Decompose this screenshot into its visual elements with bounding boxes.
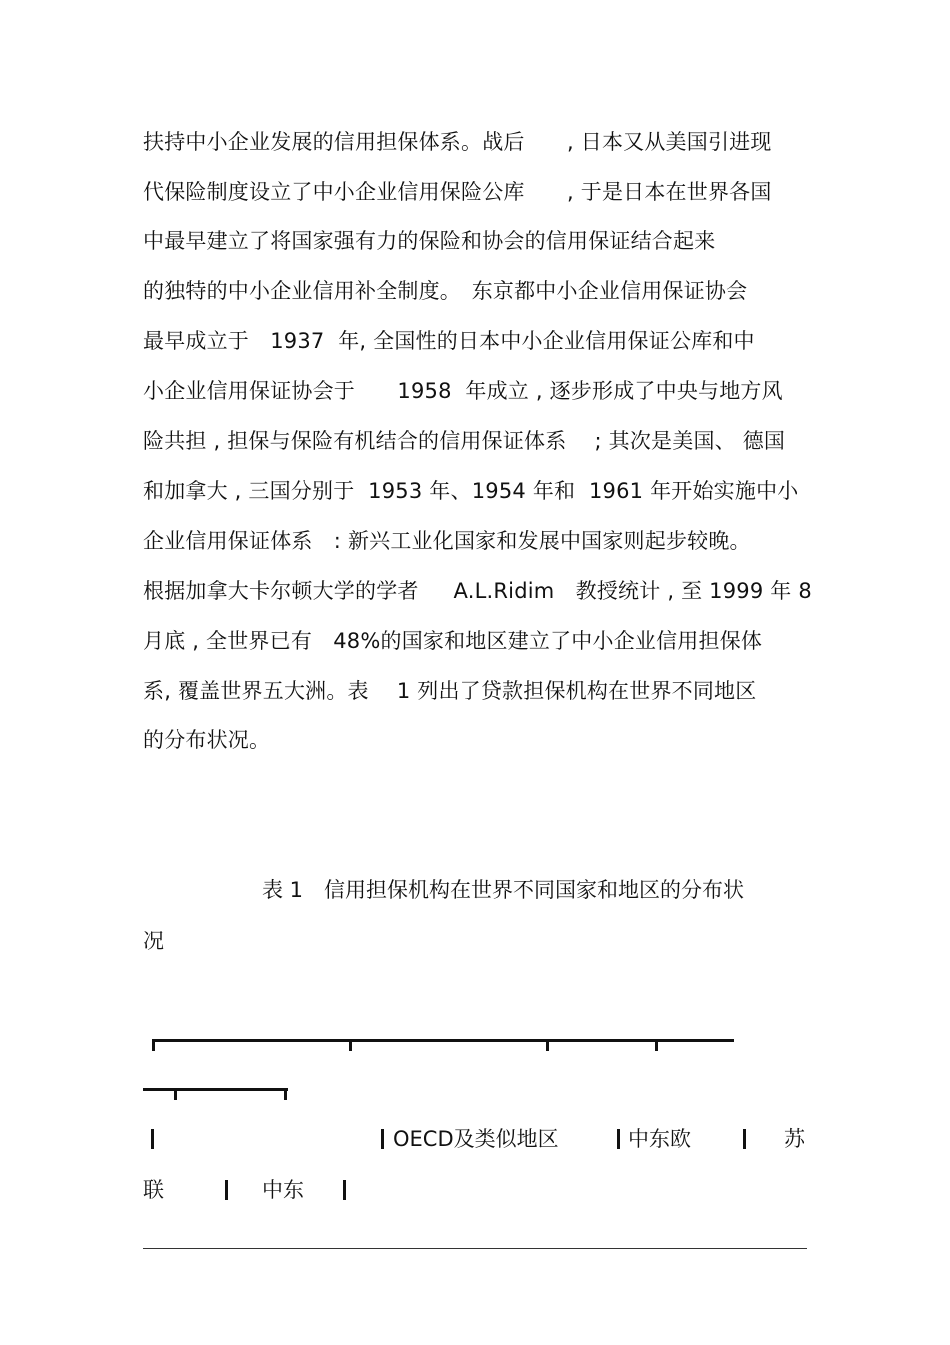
paragraph-line: 扶持中小企业发展的信用担保体系。战后 , 日本又从美国引进现 <box>143 130 772 154</box>
paragraph-line: 系, 覆盖世界五大洲。表 1 列出了贷款担保机构在世界不同地区 <box>143 679 757 703</box>
column-separator <box>225 1180 228 1200</box>
paragraph-line: 和加拿大 , 三国分别于 1953 年、1954 年和 1961 年开始实施中小 <box>143 479 799 503</box>
table-caption: 表 1 信用担保机构在世界不同国家和地区的分布状 <box>262 878 745 902</box>
paragraph-line: 最早成立于 1937 年, 全国性的日本中小企业信用保证公库和中 <box>143 329 755 353</box>
paragraph-line: 企业信用保证体系 : 新兴工业化国家和发展中国家则起步较晚。 <box>143 529 751 553</box>
header-soviet-union-part1: 苏 <box>784 1127 805 1151</box>
paragraph-line: 险共担 , 担保与保险有机结合的信用保证体系 ; 其次是美国、 德国 <box>143 429 786 453</box>
table-caption-continued: 况 <box>143 929 164 953</box>
header-oecd: OECD及类似地区 <box>393 1127 559 1151</box>
header-central-eastern-europe: 中东欧 <box>628 1127 691 1151</box>
header-soviet-union-part2: 联 <box>143 1178 164 1202</box>
paragraph-line: 根据加拿大卡尔顿大学的学者 A.L.Ridim 教授统计 , 至 1999 年 8 <box>143 579 812 603</box>
table-bottom-rule <box>143 1248 807 1249</box>
paragraph-line: 代保险制度设立了中小企业信用保险公库 , 于是日本在世界各国 <box>143 180 772 204</box>
header-middle-east: 中东 <box>262 1178 304 1202</box>
column-separator <box>151 1129 154 1149</box>
column-separator <box>617 1129 620 1149</box>
column-separator <box>743 1129 746 1149</box>
paragraph-line: 的分布状况。 <box>143 728 271 752</box>
column-separator <box>381 1129 384 1149</box>
paragraph-line: 小企业信用保证协会于 1958 年成立 , 逐步形成了中央与地方风 <box>143 379 783 403</box>
column-separator <box>343 1180 346 1200</box>
paragraph-line: 月底 , 全世界已有 48%的国家和地区建立了中小企业信用担保体 <box>143 629 763 653</box>
paragraph-line: 中最早建立了将国家强有力的保险和协会的信用保证结合起来 <box>143 229 716 253</box>
paragraph-line: 的独特的中小企业信用补全制度。 东京都中小企业信用保证协会 <box>143 279 748 303</box>
